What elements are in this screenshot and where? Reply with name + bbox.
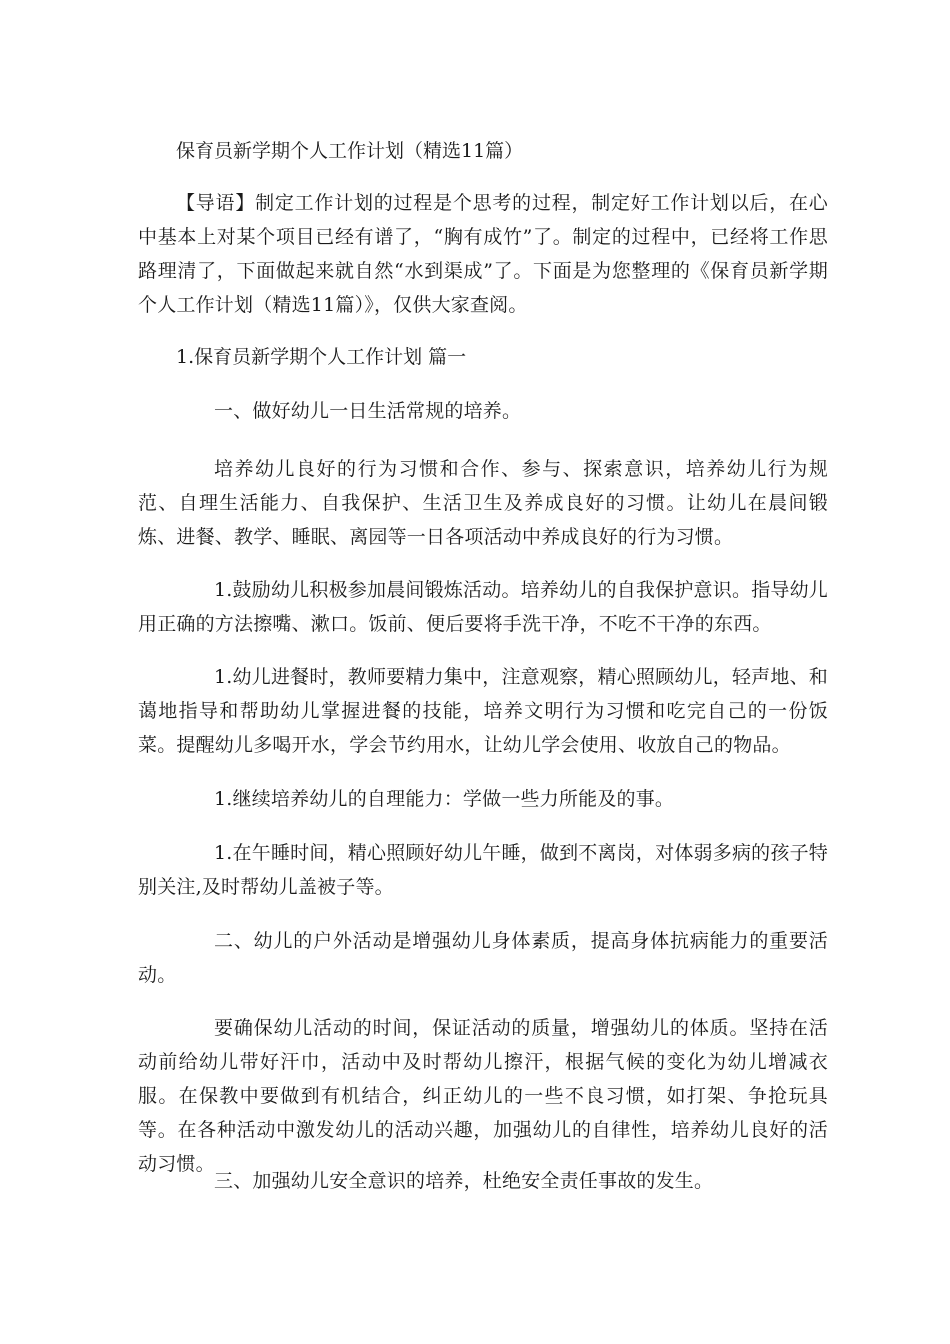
document-title: 保育员新学期个人工作计划（精选11篇） — [176, 140, 524, 162]
list-item-4: 1.在午睡时间，精心照顾好幼儿午睡，做到不离岗，对体弱多病的孩子特别关注,及时帮幼儿盖被子等。 — [138, 842, 828, 898]
section-heading: 1.保育员新学期个人工作计划 篇一 — [176, 346, 467, 368]
intro-paragraph: 【导语】制定工作计划的过程是个思考的过程，制定好工作计划以后，在心中基本上对某个项目已经有谱了，“胸有成竹”了。制定的过程中，已经将工作思路理清了，下面做起来就自然“水到渠成”了。下面是为您整理的《保育员新学期个人工作计划（精选11篇）》，仅供大家查阅。 — [138, 192, 828, 316]
subheading-1: 一、做好幼儿一日生活常规的培养。 — [214, 400, 522, 422]
list-item-2: 1.幼儿进餐时，教师要精力集中，注意观察，精心照顾幼儿，轻声地、和蔼地指导和帮助幼儿掌握进餐的技能，培养文明行为习惯和吃完自己的一份饭菜。提醒幼儿多喝开水，学会节约用水，让幼儿学会使用、收放自己的物品。 — [138, 666, 828, 756]
subheading-2: 二、幼儿的户外活动是增强幼儿身体素质，提高身体抗病能力的重要活动。 — [138, 930, 828, 986]
body-paragraph-1: 培养幼儿良好的行为习惯和合作、参与、探索意识，培养幼儿行为规范、自理生活能力、自我保护、生活卫生及养成良好的习惯。让幼儿在晨间锻炼、进餐、教学、睡眠、离园等一日各项活动中养成良好的行为习惯。 — [138, 458, 828, 548]
subheading-3: 三、加强幼儿安全意识的培养，杜绝安全责任事故的发生。 — [214, 1170, 714, 1192]
list-item-3: 1.继续培养幼儿的自理能力：学做一些力所能及的事。 — [214, 788, 675, 810]
list-item-1: 1.鼓励幼儿积极参加晨间锻炼活动。培养幼儿的自我保护意识。指导幼儿用正确的方法擦嘴、漱口。饭前、便后要将手洗干净，不吃不干净的东西。 — [138, 579, 828, 635]
body-paragraph-2: 要确保幼儿活动的时间，保证活动的质量，增强幼儿的体质。坚持在活动前给幼儿带好汗巾，活动中及时帮幼儿擦汗，根据气候的变化为幼儿增减衣服。在保教中要做到有机结合，纠正幼儿的一些不良习惯，如打架、争抢玩具等。在各种活动中激发幼儿的活动兴趣，加强幼儿的自律性，培养幼儿良好的活动习惯。 — [138, 1017, 828, 1175]
